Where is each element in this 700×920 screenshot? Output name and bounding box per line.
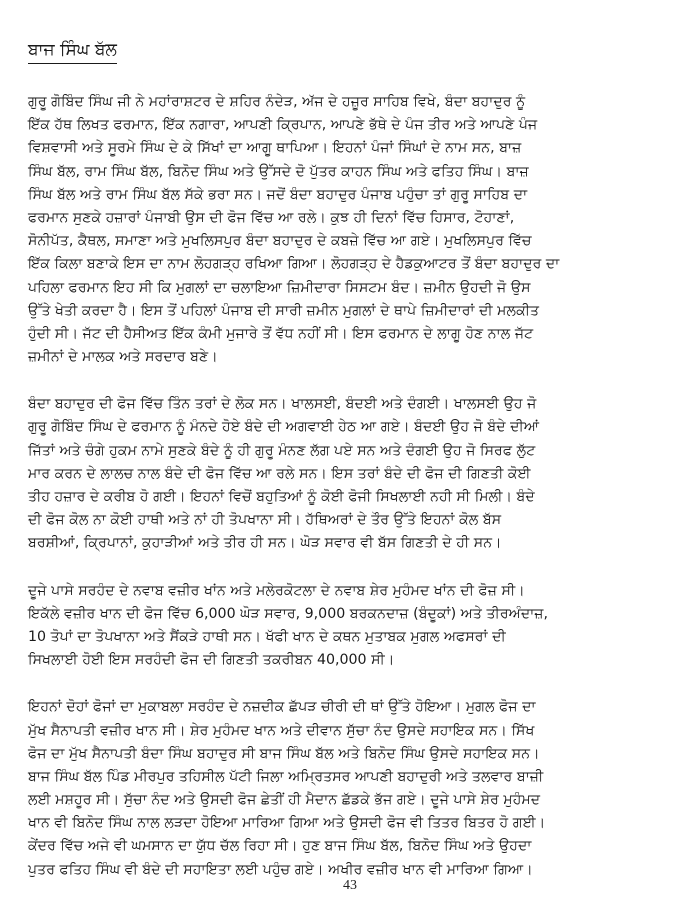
- text-line: ਸੋਨੀਪੱਤ, ਕੈਥਲ, ਸਮਾਣਾ ਅਤੇ ਮੁਖਲਿਸਪੁਰ ਬੰਦਾ ਬਹਾਦੁਰ ਦੇ ਕਬਜ਼ੇ ਵਿੱਚ ਆ ਗਏ। ਮੁਖਲਿਸਪੁਰ ਵਿੱਚ: [28, 233, 532, 250]
- text-line: ਗੁਰੂ ਗੋਬਿੰਦ ਸਿੰਘ ਦੇ ਫਰਮਾਨ ਨੂੰ ਮੰਨਦੇ ਹੋਏ ਬੰਦੇ ਦੀ ਅਗਵਾਈ ਹੇਠ ਆ ਗਏ। ਬੰਦਈ ਉਹ ਜੋ ਬੰਦੇ ਦੀਆਂ: [28, 419, 540, 436]
- text-line: ਪਹਿਲਾ ਫਰਮਾਨ ਇਹ ਸੀ ਕਿ ਮੁਗਲਾਂ ਦਾ ਚਲਾਇਆ ਜ਼ਿਮੀਦਾਰਾ ਸਿਸਟਮ ਬੰਦ। ਜ਼ਮੀਨ ਉਹਦੀ ਜੋ ਉਸ: [28, 279, 531, 296]
- text-line: ਫਰਮਾਨ ਸੁਣਕੇ ਹਜ਼ਾਰਾਂ ਪੰਜਾਬੀ ਉਸ ਦੀ ਫੋਜ ਵਿੱਚ ਆ ਰਲੇ। ਕੁਝ ਹੀ ਦਿਨਾਂ ਵਿੱਚ ਹਿਸਾਰ, ਟੋਹਾਣਾਂ,: [28, 209, 515, 226]
- page-number: 43: [343, 878, 357, 893]
- text-line: ਦੂਜੇ ਪਾਸੇ ਸਰਹੰਦ ਦੇ ਨਵਾਬ ਵਜ਼ੀਰ ਖਾਂਨ ਅਤੇ ਮਲੇਰਕੋਟਲਾ ਦੇ ਨਵਾਬ ਸ਼ੇਰ ਮੁਹੰਮਦ ਖਾਂਨ ਦੀ ਫੋਜ਼ ਸੀ।: [28, 582, 525, 599]
- text-line: ਦੀ ਫੋਜ ਕੋਲ ਨਾ ਕੋਈ ਹਾਥੀ ਅਤੇ ਨਾਂ ਹੀ ਤੋਪਖਾਨਾ ਸੀ। ਹੱਥਿਅਰਾਂ ਦੇ ਤੌਰ ਉੱਤੇ ਇਹਨਾਂ ਕੋਲ ਬੱਸ: [28, 512, 502, 529]
- text-line: ਤੀਹ ਹਜ਼ਾਰ ਦੇ ਕਰੀਬ ਹੋ ਗਈ। ਇਹਨਾਂ ਵਿਚੋਂ ਬਹੁਤਿਆਂ ਨੂੰ ਕੋਈ ਫੋਜੀ ਸਿਖਲਾਈ ਨਹੀ ਸੀ ਮਿਲੀ। ਬੰਦੇ: [28, 489, 535, 505]
- text-line: ਉੱਤੇ ਖੇਤੀ ਕਰਦਾ ਹੈ। ਇਸ ਤੋਂ ਪਹਿਲਾਂ ਪੰਜਾਬ ਦੀ ਸਾਰੀ ਜ਼ਮੀਨ ਮੁਗਲਾਂ ਦੇ ਥਾਪੇ ਜ਼ਿਮੀਦਾਰਾਂ ਦੀ ਮਲਕੀਤ: [28, 302, 540, 319]
- paragraph-1: [28, 91, 688, 369]
- text-line: ਸਿਖਲਾਈ ਹੋਈ ਇਸ ਸਰਹੰਦੀ ਫੋਜ ਦੀ ਗਿਣਤੀ ਤਕਰੀਬਨ 40,000 ਸੀ।: [28, 652, 395, 669]
- text-line: ਇਹਨਾਂ ਦੋਹਾਂ ਫੋਜਾਂ ਦਾ ਮੁਕਾਬਲਾ ਸਰਹੰਦ ਦੇ ਨਜ਼ਦੀਕ ਛੱਪੜ ਚੀਰੀ ਦੀ ਥਾਂ ਉੱਤੇ ਹੋਇਆ। ਮੁਗਲ ਫੋਜ ਦਾ: [28, 699, 536, 716]
- text-line: ਬਰਸ਼ੀਆਂ, ਕ੍ਰਿਪਾਨਾਂ, ਕੁਹਾੜੀਆਂ ਅਤੇ ਤੀਰ ਹੀ ਸਨ। ਘੋੜ ਸਵਾਰ ਵੀ ਬੱਸ ਗਿਣਤੀ ਦੇ ਹੀ ਸਨ।: [28, 535, 502, 552]
- text-line: 10 ਤੋਪਾਂ ਦਾ ਤੋਪਖਾਨਾ ਅਤੇ ਸੈਂਕੜੇ ਹਾਥੀ ਸਨ। ਖੱਫੀ ਖਾਨ ਦੇ ਕਥਨ ਮੁਤਾਬਕ ਮੁਗਲ ਅਫਸਰਾਂ ਦੀ: [28, 628, 506, 645]
- paragraph-2: [28, 393, 688, 555]
- text-line: ਮਾਰ ਕਰਨ ਦੇ ਲਾਲਚ ਨਾਲ ਬੰਦੇ ਦੀ ਫੋਜ ਵਿੱਚ ਆ ਰਲੇ ਸਨ। ਇਸ ਤਰਾਂ ਬੰਦੇ ਦੀ ਫੋਜ ਦੀ ਗਿਣਤੀ ਕੋਈ: [28, 465, 531, 482]
- text-line: ਸਿੰਘ ਬੱਲ, ਰਾਮ ਸਿੰਘ ਬੱਲ, ਬਿਨੋਦ ਸਿੰਘ ਅਤੇ ਉੱਸਦੇ ਦੋ ਪੁੱਤਰ ਕਾਹਨ ਸਿੰਘ ਅਤੇ ਫਤਿਹ ਸਿੰਘ। ਬਾਜ਼: [28, 163, 529, 180]
- text-line: ਪੁਤਰ ਫਤਿਹ ਸਿੰਘ ਵੀ ਬੰਦੇ ਦੀ ਸਹਾਇਤਾ ਲਈ ਪਹੁੰਚ ਗਏ। ਅਖੀਰ ਵਜ਼ੀਰ ਖਾਨ ਵੀ ਮਾਰਿਆ ਗਿਆ।: [28, 861, 533, 878]
- text-line: ਜਿੱਤਾਂ ਅਤੇ ਚੰਗੇ ਹੁਕਮ ਨਾਮੇ ਸੁਣਕੇ ਬੰਦੇ ਨੂੰ ਹੀ ਗੁਰੂ ਮੰਨਣ ਲੱਗ ਪਏ ਸਨ ਅਤੇ ਦੰਗਈ ਉਹ ਜੋ ਸਿਰਫ ਲੁੱਟ: [28, 442, 536, 459]
- text-line: ਇਕੱਲੇ ਵਜ਼ੀਰ ਖਾਨ ਦੀ ਫੋਜ ਵਿੱਚ 6,000 ਘੋੜ ਸਵਾਰ, 9,000 ਬਰਕਨਦਾਜ਼ (ਬੰਦੂਕਾਂ) ਅਤੇ ਤੀਰਅੰਦਾਜ਼,: [28, 605, 549, 622]
- page-title: ਬਾਜ ਸਿੰਘ ਬੱਲ: [28, 38, 117, 64]
- paragraph-4: [28, 696, 688, 882]
- text-line: ਬੰਦਾ ਬਹਾਦੁਰ ਦੀ ਫੋਜ ਵਿੱਚ ਤਿੰਨ ਤਰਾਂ ਦੇ ਲੋਕ ਸਨ। ਖਾਲਸਈ, ਬੰਦਈ ਅਤੇ ਦੰਗਈ। ਖਾਲਸਈ ਉਹ ਜੋ: [28, 396, 537, 413]
- document-body: [28, 91, 688, 906]
- text-line: ਵਿਸ਼ਵਾਸੀ ਅਤੇ ਸੂਰਮੇ ਸਿੰਘ ਦੇ ਕੇ ਸਿੱਖਾਂ ਦਾ ਆਗੂ ਥਾਪਿਆ। ਇਹਨਾਂ ਪੰਜਾਂ ਸਿੰਘਾਂ ਦੇ ਨਾਮ ਸਨ, ਬਾਜ਼: [28, 140, 522, 157]
- text-line: ਸਿੰਘ ਬੱਲ ਅਤੇ ਰਾਮ ਸਿੰਘ ਬੱਲ ਸੱਕੇ ਭਰਾ ਸਨ। ਜਦੋਂ ਬੰਦਾ ਬਹਾਦੁਰ ਪੰਜਾਬ ਪਹੁੰਚਾ ਤਾਂ ਗੁਰੂ ਸਾਹਿਬ ਦਾ: [28, 186, 528, 203]
- text-line: ਇੱਕ ਹੱਥ ਲਿਖਤ ਫਰਮਾਨ, ਇੱਕ ਨਗਾਰਾ, ਆਪਣੀ ਕ੍ਰਿਪਾਨ, ਆਪਣੇ ਭੱਥੇ ਦੇ ਪੰਜ ਤੀਰ ਅਤੇ ਆਪਣੇ ਪੰਜ: [28, 117, 538, 134]
- text-line: ਜ਼ਮੀਨਾਂ ਦੇ ਮਾਲਕ ਅਤੇ ਸਰਦਾਰ ਬਣੇ।: [28, 349, 218, 366]
- text-line: ਗੁਰੂ ਗੋਬਿੰਦ ਸਿੰਘ ਜੀ ਨੇ ਮਹਾਂਰਾਸ਼ਟਰ ਦੇ ਸ਼ਹਿਰ ਨੰਦੇੜ, ਅੱਜ ਦੇ ਹਜ਼ੂਰ ਸਾਹਿਬ ਵਿਖੇ, ਬੰਦਾ ਬਹਾਦੁਰ ਨੂੰ: [28, 94, 526, 110]
- text-line: ਬਾਜ ਸਿੰਘ ਬੱਲ ਪਿੰਡ ਮੀਰਪੁਰ ਤਹਿਸੀਲ ਪੱਟੀ ਜਿਲਾ ਅਮ੍ਰਿਤਸਰ ਆਪਣੀ ਬਹਾਦੁਰੀ ਅਤੇ ਤਲਵਾਰ ਬਾਜ਼ੀ: [28, 768, 544, 785]
- text-line: ਲਈ ਮਸ਼ਹੂਰ ਸੀ। ਸੁੱਚਾ ਨੰਦ ਅਤੇ ਉਸਦੀ ਫੋਜ ਛੇਤੀਂ ਹੀ ਮੈਦਾਨ ਛੱਡਕੇ ਭੱਜ ਗਏ। ਦੂਜੇ ਪਾਸੇ ਸ਼ੇਰ ਮੁਹੰਮਦ: [28, 792, 541, 809]
- text-line: ਕੇਂਦਰ ਵਿੱਚ ਅਜੇ ਵੀ ਘਮਸਾਨ ਦਾ ਯੁੱਧ ਚੱਲ ਰਿਹਾ ਸੀ। ਹੁਣ ਬਾਜ ਸਿੰਘ ਬੱਲ, ਬਿਨੋਦ ਸਿੰਘ ਅਤੇ ਉਹਦਾ: [28, 838, 532, 855]
- text-line: ਫੋਜ ਦਾ ਮੁੱਖ ਸੈਨਾਪਤੀ ਬੰਦਾ ਸਿੰਘ ਬਹਾਦੁਰ ਸੀ ਬਾਜ ਸਿੰਘ ਬੱਲ ਅਤੇ ਬਿਨੋਦ ਸਿੰਘ ਉਸਦੇ ਸਹਾਇਕ ਸਨ।: [28, 745, 540, 762]
- paragraph-3: [28, 580, 688, 673]
- text-line: ਮੁੱਖ ਸੈਨਾਪਤੀ ਵਜ਼ੀਰ ਖਾਨ ਸੀ। ਸ਼ੇਰ ਮੁਹੰਮਦ ਖਾਨ ਅਤੇ ਦੀਵਾਨ ਸੁੱਚਾ ਨੰਦ ਉਸਦੇ ਸਹਾਇਕ ਸਨ। ਸਿੱਖ: [28, 722, 535, 739]
- text-line: ਹੁੰਦੀ ਸੀ। ਜੱਟ ਦੀ ਹੈਸੀਅਤ ਇੱਕ ਕੰਮੀ ਮੁਜਾਰੇ ਤੋਂ ਵੱਧ ਨਹੀਂ ਸੀ। ਇਸ ਫਰਮਾਨ ਦੇ ਲਾਗੂ ਹੋਣ ਨਾਲ ਜੱਟ: [28, 325, 534, 342]
- text-line: ਇੱਕ ਕਿਲਾ ਬਣਾਕੇ ਇਸ ਦਾ ਨਾਮ ਲੋਹਗੜ੍ਹ ਰਖਿਆ ਗਿਆ। ਲੋਹਗੜ੍ਹ ਦੇ ਹੈਡਕੁਆਟਰ ਤੋਂ ਬੰਦਾ ਬਹਾਦੁਰ ਦਾ: [28, 256, 560, 273]
- text-line: ਖਾਨ ਵੀ ਬਿਨੋਦ ਸਿੰਘ ਨਾਲ ਲੜਦਾ ਹੋਇਆ ਮਾਰਿਆ ਗਿਆ ਅਤੇ ਉਸਦੀ ਫੋਜ ਵੀ ਤਿਤਰ ਬਿਤਰ ਹੋ ਗਈ।: [28, 815, 546, 832]
